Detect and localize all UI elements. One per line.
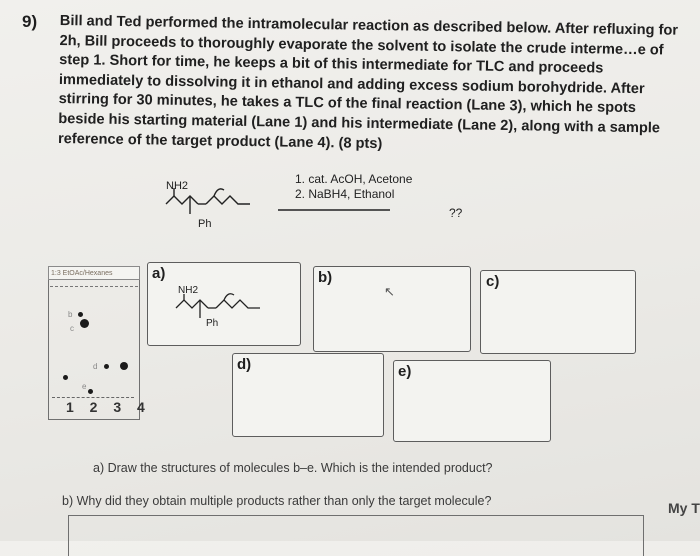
spot-label-c: c [70, 324, 74, 333]
tlc-solvent-label: 1:3 EtOAc/Hexanes [48, 266, 140, 280]
answer-box-e[interactable] [393, 360, 551, 442]
unknown-product: ?? [449, 206, 463, 220]
answer-box-d[interactable] [232, 353, 384, 437]
subquestion-a: a) Draw the structures of molecules b–e. Which is the intended product? [93, 461, 493, 475]
phenyl-label: Ph [198, 218, 212, 230]
spot-label-e: e [82, 382, 87, 391]
tlc-solvent-front [50, 286, 138, 287]
spot-label-d: d [93, 362, 98, 371]
tlc-spot-c [80, 319, 89, 328]
condition-step-1: 1. cat. AcOH, Acetone [295, 172, 413, 186]
subquestion-b: b) Why did they obtain multiple products rather than only the target molecule? [62, 494, 492, 508]
box-a-phenyl-label: Ph [206, 318, 219, 329]
box-a-amine-label: NH2 [178, 285, 199, 296]
answer-box-c[interactable] [480, 270, 636, 354]
answer-box-b[interactable] [313, 266, 471, 352]
cursor-icon: ↖ [384, 284, 395, 299]
box-d-label: d) [237, 356, 252, 373]
tlc-spot-d [104, 364, 109, 369]
corner-text: My T [668, 500, 700, 516]
box-b-label: b) [318, 269, 333, 286]
question-text: Bill and Ted performed the intramolecular reaction as described below. After refluxing for 2h, Bill proceeds to thoroughly evaporate the solvent to isolate the crude interme…e of step 1. Short for time, he keeps a bit of this intermediate for TLC and proceeds immediately to dissolving it in ethanol and adding excess sodium borohydride. After stirring for 30 minutes, he takes a TLC of the final reaction (Lane 3), which he spots beside his starting material (Lane 1) and his intermediate (Lane 2), along with a sample reference of the target product (Lane 4). (8 pts) [57, 12, 679, 152]
tlc-baseline [52, 397, 134, 398]
amine-label: NH2 [166, 180, 189, 192]
tlc-lane-numbers: 1 2 3 4 [66, 399, 151, 415]
question-number: 9) [22, 12, 38, 31]
tlc-spot-e [63, 375, 68, 380]
tlc-spot-lane4-upper [120, 362, 128, 370]
condition-step-2: 2. NaBH4, Ethanol [295, 187, 395, 201]
reaction-conditions [295, 172, 412, 202]
tlc-spot-b [78, 312, 83, 317]
tlc-spot-lane3-lower [88, 389, 93, 394]
box-e-label: e) [398, 363, 412, 380]
answer-input-box[interactable] [68, 515, 644, 556]
box-a-label: a) [152, 265, 166, 282]
spot-label-b: b [68, 310, 73, 319]
box-c-label: c) [486, 273, 500, 290]
